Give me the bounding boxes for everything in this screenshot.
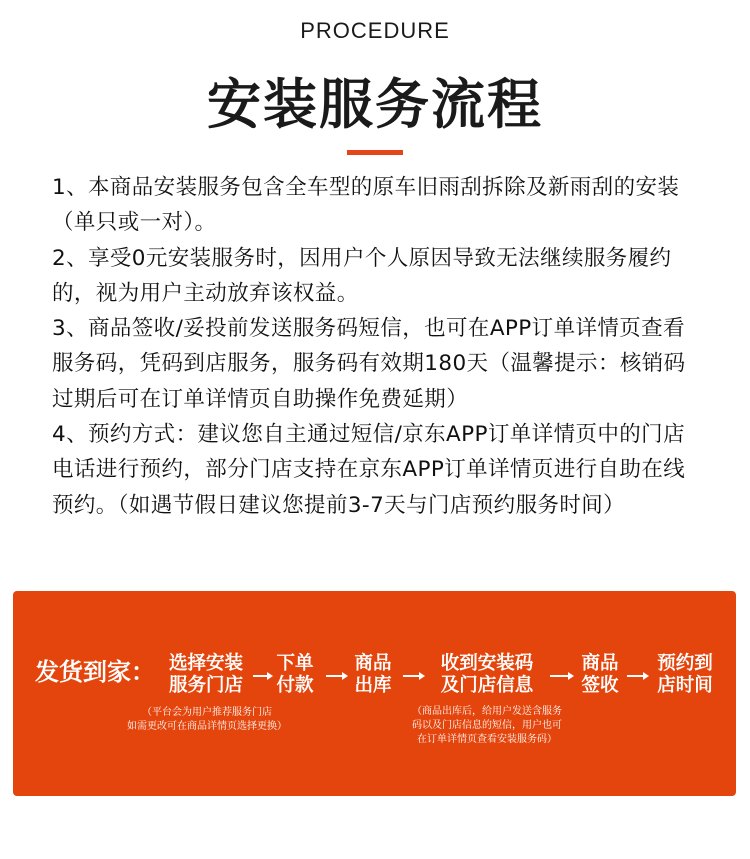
flow-note-code <box>403 705 571 747</box>
title-underline <box>347 150 403 155</box>
paragraph-3: 3、商品签收/妥投前发送服务码短信，也可在APP订单详情页查看服务码，凭码到店服务，服务码有效期180天（温馨提示：核销码过期后可在订单详情页自助操作免费延期） <box>52 316 686 412</box>
flow-step-label: 付款 <box>276 675 314 696</box>
flow-step-sign <box>576 653 624 697</box>
paragraph-4: 4、预约方式：建议您自主通过短信/京东APP订单详情页中的门店电话进行预约，部分门店支持在京东APP订单详情页进行自助在线预约。（如遇节假日建议您提前3-7天与门店预约服务时间） <box>52 422 686 518</box>
procedure-text <box>52 170 702 523</box>
arrow-right-icon <box>403 675 423 677</box>
page-title: 安装服务流程 <box>207 73 543 136</box>
flow-banner <box>13 591 736 796</box>
flow-step-label: 出库 <box>354 675 392 696</box>
flow-step-label: 服务门店 <box>168 675 243 696</box>
flow-step-label: 及门店信息 <box>440 675 534 696</box>
flow-step-ship <box>349 653 397 697</box>
flow-step-label: 签收 <box>581 675 619 696</box>
subtitle: PROCEDURE <box>300 18 450 43</box>
flow-step-order-pay <box>271 653 319 697</box>
paragraph-1: 1、本商品安装服务包含全车型的原车旧雨刮拆除及新雨刮的安装（单只或一对）。 <box>52 175 680 236</box>
arrow-right-icon <box>627 675 647 677</box>
flow-lead: 发货到家： <box>35 658 155 686</box>
flow-step-label: 预约到 <box>657 653 713 674</box>
flow-note-store <box>109 706 305 734</box>
flow-note-line: （平台会为用户推荐服务门店 <box>142 707 272 718</box>
arrow-right-icon <box>326 675 346 677</box>
flow-step-label: 店时间 <box>657 675 713 696</box>
arrow-right-icon <box>550 675 572 677</box>
flow-step-appointment <box>651 653 719 697</box>
flow-step-receive-code <box>428 653 546 697</box>
flow-step-label: 选择安装 <box>168 653 243 674</box>
flow-step-label: 下单 <box>276 653 314 674</box>
flow-step-label: 商品 <box>581 653 619 674</box>
flow-note-line: （商品出库后，给用户发送含服务 <box>412 706 562 717</box>
flow-note-line: 码以及门店信息的短信，用户也可 <box>412 720 562 731</box>
flow-note-line: 在订单详情页查看安装服务码） <box>417 734 557 745</box>
flow-step-label: 商品 <box>354 653 392 674</box>
flow-step-select-store <box>161 653 251 697</box>
paragraph-2: 2、享受0元安装服务时，因用户个人原因导致无法继续服务履约的，视为用户主动放弃该权益。 <box>52 245 672 306</box>
flow-note-line: 如需更改可在商品详情页选择更换） <box>127 721 287 732</box>
flow-step-label: 收到安装码 <box>440 653 534 674</box>
arrow-right-icon <box>253 675 271 677</box>
